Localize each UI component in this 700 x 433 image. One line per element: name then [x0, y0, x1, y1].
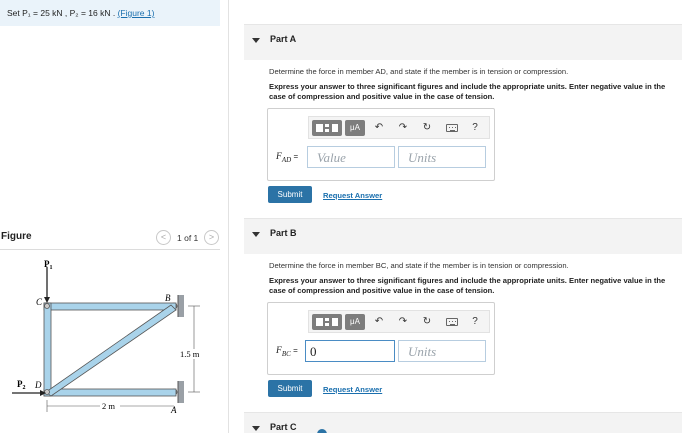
label-b: B: [165, 293, 171, 303]
label-d: D: [35, 380, 42, 390]
figure-header: [0, 226, 220, 250]
part-a-variable-label: $F_{AD}$ =: [276, 152, 299, 164]
units-button[interactable]: μA: [345, 314, 365, 330]
templates-button[interactable]: [312, 120, 342, 136]
collapse-triangle-icon: [252, 38, 260, 43]
figure-title: Figure: [1, 231, 32, 242]
member-cb: [44, 303, 176, 310]
label-c: C: [36, 297, 43, 307]
part-a-answer-box: [267, 108, 495, 181]
units-button[interactable]: μA: [345, 120, 365, 136]
next-figure-button[interactable]: >: [204, 230, 219, 245]
support-wall-b: [178, 295, 184, 317]
undo-icon[interactable]: ↶: [374, 316, 384, 327]
joint-c: [45, 304, 50, 309]
status-dot: [317, 429, 327, 433]
reset-icon[interactable]: ↻: [422, 122, 432, 133]
member-db: [46, 305, 176, 396]
part-c-header[interactable]: [244, 412, 682, 433]
prev-figure-button[interactable]: <: [156, 230, 171, 245]
part-a-question: Determine the force in member AD, and state if the member is in tension or compression.: [269, 67, 569, 76]
part-a-title: Part A: [270, 34, 297, 44]
part-b-submit-button[interactable]: Submit: [268, 380, 312, 397]
label-p2: $P_2$: [17, 379, 26, 391]
part-c-title: Part C: [270, 422, 297, 432]
part-b-units-input[interactable]: Units: [398, 340, 486, 362]
part-b-header[interactable]: [244, 218, 682, 254]
redo-icon[interactable]: ↷: [398, 122, 408, 133]
reset-icon[interactable]: ↻: [422, 316, 432, 327]
help-icon[interactable]: ?: [472, 122, 478, 133]
label-a: A: [171, 405, 177, 415]
redo-icon[interactable]: ↷: [398, 316, 408, 327]
figure-pager-text: 1 of 1: [177, 233, 199, 243]
keyboard-icon[interactable]: [446, 124, 458, 132]
member-da: [44, 389, 176, 396]
part-b-title: Part B: [270, 228, 297, 238]
problem-statement: [0, 0, 220, 26]
part-a-toolbar: [308, 116, 490, 139]
truss-members: [44, 303, 176, 396]
part-a-value-input[interactable]: Value: [307, 146, 395, 168]
part-b-value-input[interactable]: 0: [305, 340, 395, 362]
set-values-text: Set P₁ = 25 kN , P₂ = 16 kN .: [7, 8, 116, 18]
part-b-toolbar: [308, 310, 490, 333]
support-wall-a: [178, 381, 184, 403]
label-p1: $P_1$: [44, 259, 53, 271]
member-cd: [44, 303, 51, 396]
part-b-variable-label: $F_{BC}$ =: [276, 346, 298, 358]
part-b-answer-box: [267, 302, 495, 375]
collapse-triangle-icon: [252, 426, 260, 431]
keyboard-icon[interactable]: [446, 318, 458, 326]
figure-link[interactable]: (Figure 1): [117, 8, 155, 18]
help-icon[interactable]: ?: [472, 316, 478, 327]
part-a-request-answer-link[interactable]: Request Answer: [323, 191, 383, 200]
label-height: 1.5 m: [180, 349, 200, 359]
undo-icon[interactable]: ↶: [374, 122, 384, 133]
part-a-units-input[interactable]: Units: [398, 146, 486, 168]
part-a-submit-button[interactable]: Submit: [268, 186, 312, 203]
left-panel: [0, 0, 228, 433]
part-b-request-answer-link[interactable]: Request Answer: [323, 385, 383, 394]
label-width: 2 m: [102, 401, 115, 411]
part-b-instructions: Express your answer to three significant figures and include the appropriate units. Enter negative value in the case of compression and positive value in the case of tension.: [269, 276, 666, 295]
part-a-header[interactable]: [244, 24, 682, 60]
joint-d: [45, 390, 50, 395]
templates-button[interactable]: [312, 314, 342, 330]
column-divider: [228, 0, 229, 433]
collapse-triangle-icon: [252, 232, 260, 237]
part-a-instructions: Express your answer to three significant figures and include the appropriate units. Enter negative value in the case of compression and positive value in the case of tension.: [269, 82, 666, 101]
truss-figure: [0, 255, 220, 425]
part-b-question: Determine the force in member BC, and state if the member is in tension or compression.: [269, 261, 569, 270]
